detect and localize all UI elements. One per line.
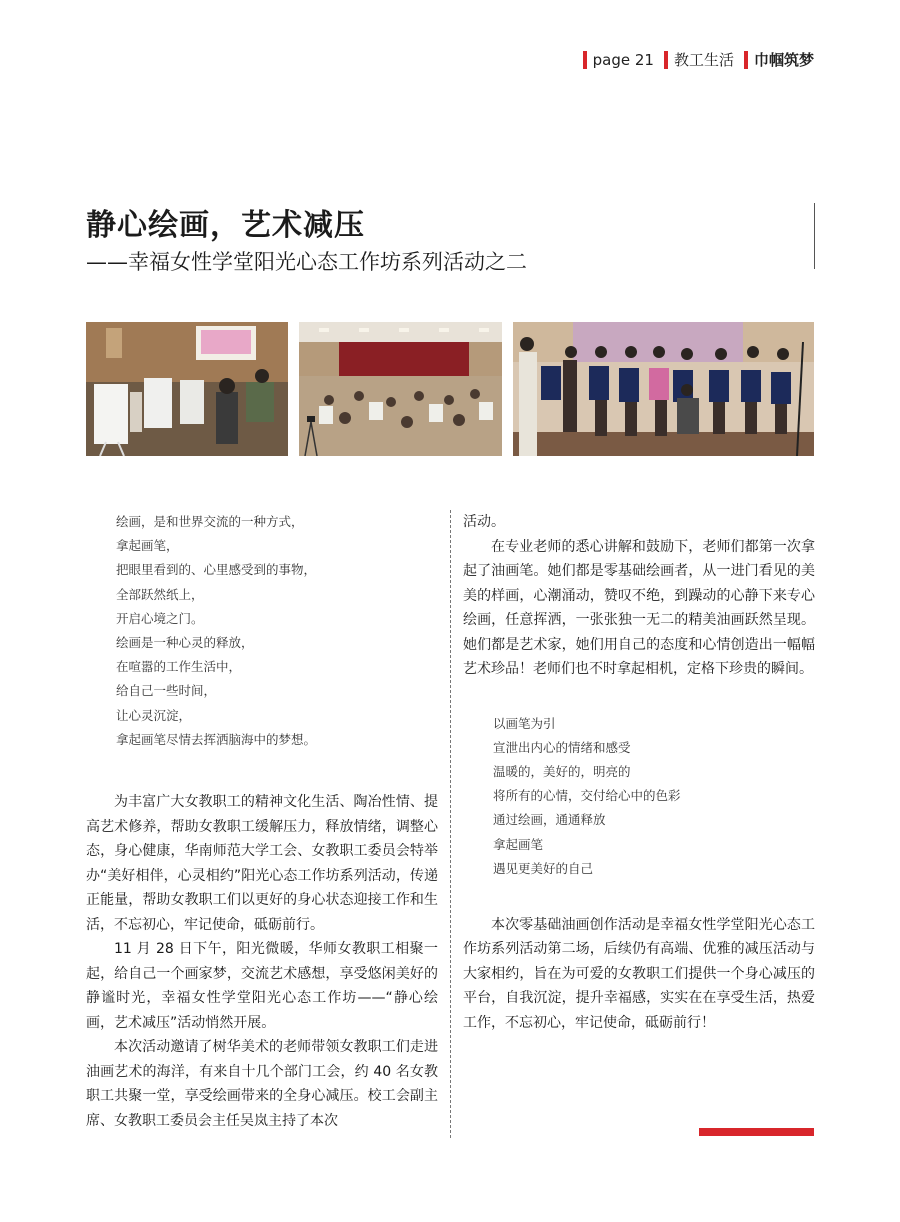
body-paragraph: 本次活动邀请了树华美术的老师带领女教职工们走进油画艺术的海洋，有来自十几个部门工会，约 40 名女教职工共聚一堂，享受绘画带来的全身心减压。校工会副主席、女教职工委员会主任吴岚主持了本次 xyxy=(86,1039,438,1129)
closing-poem xyxy=(463,712,815,881)
poem-line: 在喧嚣的工作生活中， xyxy=(116,659,242,675)
poem-line: 温暖的，美好的，明亮的 xyxy=(493,763,631,779)
poem-line: 开启心境之门。 xyxy=(116,610,204,626)
left-column xyxy=(86,510,438,1133)
article-subtitle: ——幸福女性学堂阳光心态工作坊系列活动之二 xyxy=(86,250,527,274)
body-paragraph-continuation: 活动。 xyxy=(463,514,505,530)
section-name: 教工生活 xyxy=(673,51,734,69)
poem-line: 拿起画笔， xyxy=(116,538,179,554)
photo-easel-painting xyxy=(86,322,288,456)
body-paragraph: 为丰富广大女教职工的精神文化生活、陶冶性情、提高艺术修养，帮助女教职工缓解压力，释放情绪，调整心态，身心健康，华南师范大学工会、女教职工委员会特举办“美好相伴，心灵相约”阳光心态工作坊系列活动，传递正能量，帮助女教职工们以更好的身心状态迎接工作和生活，不忘初心，牢记使命，砥砺前行。 xyxy=(86,794,438,933)
body-paragraph: 在专业老师的悉心讲解和鼓励下，老师们都第一次拿起了油画笔。她们都是零基础绘画者，从一进门看见的美美的样画，心潮涌动，赞叹不绝，到躁动的心静下来专心绘画，任意挥洒，一张张独一无二的精美油画跃然呈现。她们都是艺术家，她们用自己的态度和心情创造出一幅幅艺术珍品！老师们也不时拿起相机，定格下珍贵的瞬间。 xyxy=(463,538,815,677)
poem-line: 绘画，是和世界交流的一种方式， xyxy=(116,514,304,529)
column-divider xyxy=(450,510,451,1138)
poem-line: 绘画是一种心灵的释放， xyxy=(116,635,254,651)
poem-line: 全部跃然纸上， xyxy=(116,586,204,602)
poem-line: 让心灵沉淀， xyxy=(116,707,192,723)
poem-line: 拿起画笔 xyxy=(493,836,544,852)
column-name: 巾帼筑梦 xyxy=(753,51,814,69)
poem-line: 拿起画笔尽情去挥洒脑海中的梦想。 xyxy=(116,731,317,747)
opening-poem xyxy=(86,510,438,752)
poem-line: 宣泄出内心的情绪和感受 xyxy=(493,739,631,755)
photo-group-with-paintings xyxy=(513,322,814,456)
header-accent-bar xyxy=(583,51,587,69)
poem-line: 遇见更美好的自己 xyxy=(493,860,594,876)
header-accent-bar xyxy=(664,51,668,69)
page-header xyxy=(583,50,814,70)
poem-line: 通过绘画，通通释放 xyxy=(493,812,606,828)
photo-easel-painting-image xyxy=(86,322,288,456)
title-side-rule xyxy=(814,203,815,269)
poem-line: 把眼里看到的、心里感受到的事物， xyxy=(116,562,317,578)
article-title: 静心绘画，艺术减压 xyxy=(86,208,365,243)
poem-line: 给自己一些时间， xyxy=(116,683,217,699)
header-accent-bar xyxy=(744,51,748,69)
photo-hall-overview-image xyxy=(299,322,502,456)
right-column xyxy=(463,510,815,1035)
body-paragraph: 11 月 28 日下午，阳光微暖，华师女教职工相聚一起，给自己一个画家梦，交流艺术感想，享受悠闲美好的静谧时光，幸福女性学堂阳光心态工作坊——“静心绘画，艺术减压”活动悄然开展。 xyxy=(86,941,438,1031)
photo-hall-overview xyxy=(299,322,502,456)
poem-line: 将所有的心情，交付给心中的色彩 xyxy=(493,788,681,804)
photo-group-with-paintings-image xyxy=(513,322,814,456)
footer-accent-bar xyxy=(699,1128,814,1136)
body-paragraph: 本次零基础油画创作活动是幸福女性学堂阳光心态工作坊系列活动第二场，后续仍有高端、优雅的减压活动与大家相约，旨在为可爱的女教职工们提供一个身心减压的平台，自我沉淀，提升幸福感，实实在在享受生活，热爱工作，不忘初心，牢记使命，砥砺前行！ xyxy=(463,916,815,1031)
poem-line: 以画笔为引 xyxy=(493,715,556,731)
page-number: page 21 xyxy=(592,51,654,69)
